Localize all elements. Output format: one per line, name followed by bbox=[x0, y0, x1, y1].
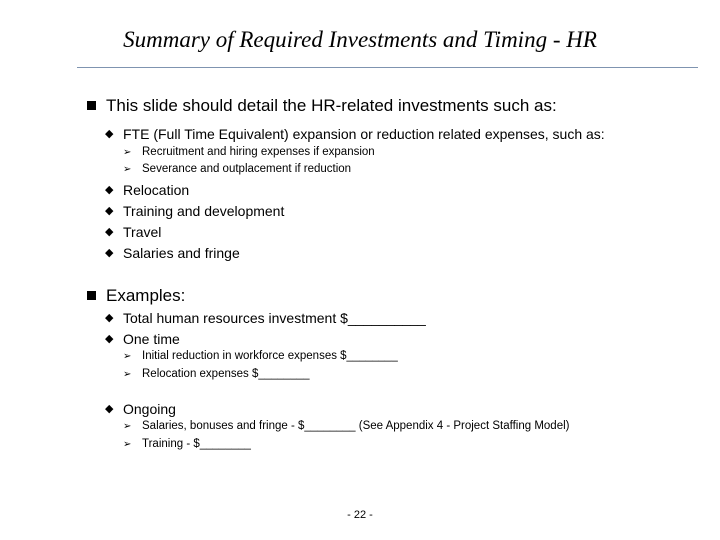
list-item-travel: Travel bbox=[123, 224, 162, 240]
diamond-bullet-icon: ◆ bbox=[105, 128, 114, 140]
slide-title: Summary of Required Investments and Timing - HR bbox=[123, 27, 597, 52]
total-investment-item: Total human resources investment $__________ bbox=[123, 310, 426, 326]
diamond-bullet-icon: ◆ bbox=[105, 205, 114, 217]
list-item-training: Training and development bbox=[123, 203, 285, 219]
diamond-bullet-icon: ◆ bbox=[105, 184, 114, 196]
diamond-bullet-icon: ◆ bbox=[105, 247, 114, 259]
fte-item: FTE (Full Time Equivalent) expansion or reduction related expenses, such as: bbox=[123, 126, 605, 142]
title-divider bbox=[77, 67, 698, 68]
fte-subitem: Severance and outplacement if reduction bbox=[142, 163, 352, 175]
one-time-subitem: Initial reduction in workforce expenses $________ bbox=[142, 350, 398, 362]
ongoing-item: Ongoing bbox=[123, 401, 176, 417]
list-item-relocation: Relocation bbox=[123, 182, 190, 198]
list-item-salaries: Salaries and fringe bbox=[123, 245, 240, 261]
ongoing-subitem: Training - $________ bbox=[142, 438, 251, 450]
arrowhead-bullet-icon: ➢ bbox=[123, 439, 132, 450]
fte-subitem: Recruitment and hiring expenses if expansion bbox=[142, 146, 375, 158]
arrowhead-bullet-icon: ➢ bbox=[123, 351, 132, 362]
square-bullet-icon bbox=[87, 101, 96, 110]
arrowhead-bullet-icon: ➢ bbox=[123, 164, 132, 175]
arrowhead-bullet-icon: ➢ bbox=[123, 147, 132, 158]
one-time-subitem: Relocation expenses $________ bbox=[142, 368, 310, 380]
diamond-bullet-icon: ◆ bbox=[105, 403, 114, 415]
one-time-item: One time bbox=[123, 331, 180, 347]
diamond-bullet-icon: ◆ bbox=[105, 333, 114, 345]
section2-heading: Examples: bbox=[106, 286, 186, 305]
page-number: - 22 - bbox=[347, 509, 373, 521]
section1-heading: This slide should detail the HR-related investments such as: bbox=[106, 96, 557, 115]
arrowhead-bullet-icon: ➢ bbox=[123, 421, 132, 432]
arrowhead-bullet-icon: ➢ bbox=[123, 369, 132, 380]
diamond-bullet-icon: ◆ bbox=[105, 226, 114, 238]
ongoing-subitem: Salaries, bonuses and fringe - $________ (See Appendix 4 - Project Staffing Model) bbox=[142, 420, 570, 432]
diamond-bullet-icon: ◆ bbox=[105, 312, 114, 324]
square-bullet-icon bbox=[87, 291, 96, 300]
